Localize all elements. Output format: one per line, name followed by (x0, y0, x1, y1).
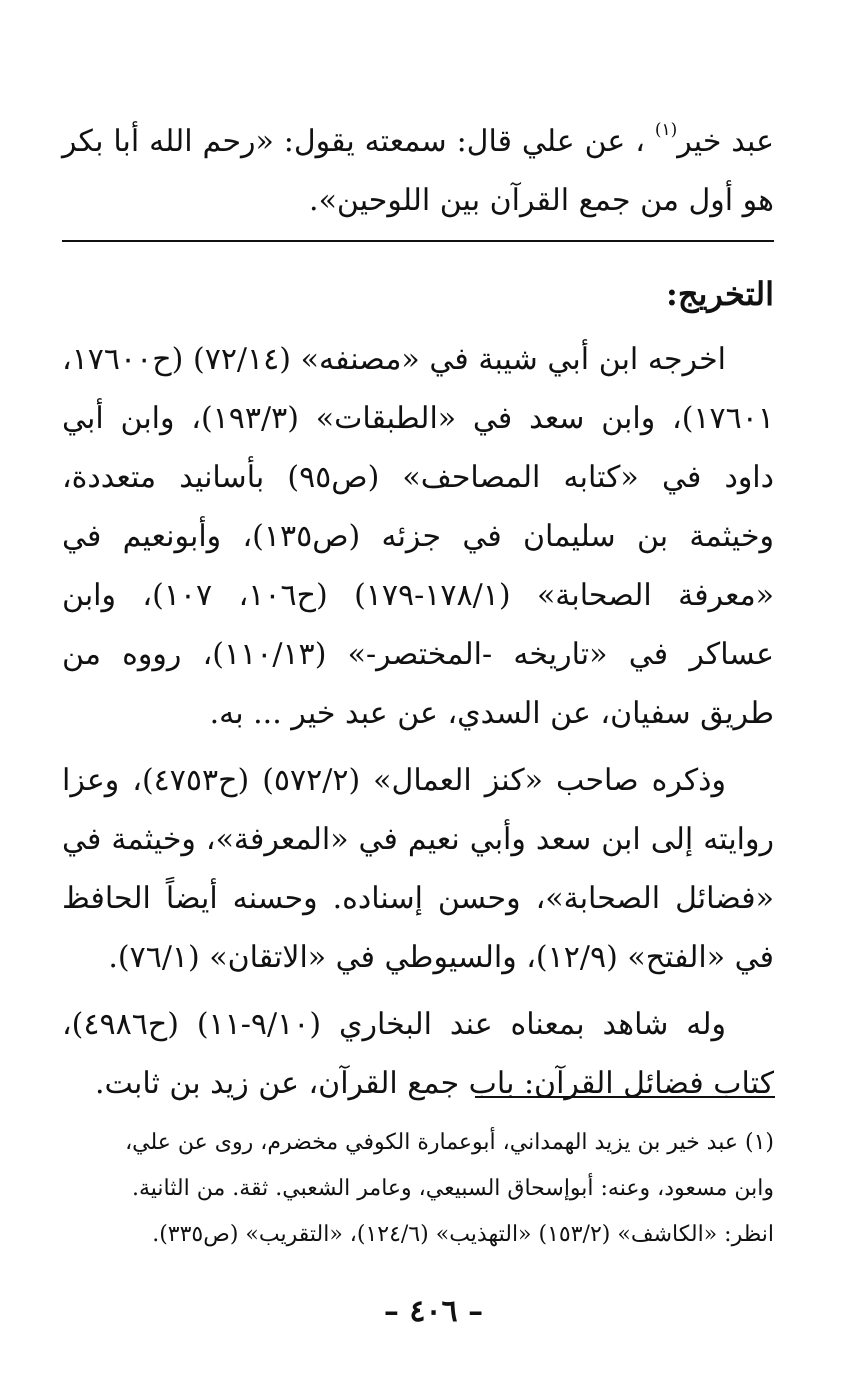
footnote-line-2: وابن مسعود، وعنه: أبوإسحاق السبيعي، وعامر الشعبي. ثقة. من الثانية. (132, 1176, 774, 1201)
paragraph-3: وله شاهد بمعناه عند البخاري (٩/١٠-١١) (ح٤٩٨٦)، كتاب فضائل القرآن: باب جمع القرآن، عن زيد بن ثابت. (62, 1007, 774, 1101)
intro-text-start: عبد خير (677, 124, 775, 159)
section-divider (62, 240, 774, 242)
footnote-reference[interactable]: (١) (654, 120, 678, 140)
paragraph-1: اخرجه ابن أبي شيبة في «مصنفه» (٧٢/١٤) (ح١٧٦٠٠، ١٧٦٠١)، وابن سعد في «الطبقات» (١٩٣/٣)، وابن أبي داود في «كتابه المصاحف» (ص٩٥) بأسانيد متعددة، وخيثمة بن سليمان في جزئه (ص١٣٥)، وأبونعيم في «معرفة الصحابة» (١٧٨/١-١٧٩) (ح١٠٦، ١٠٧)، وابن عساكر في «تاريخه -المختصر-» (١١٠/١٣)، رووه من طريق سفيان، عن السدي، عن عبد خير ... به. (62, 342, 775, 731)
page-number: – ٤٠٦ – (383, 1294, 484, 1329)
footnote-divider (475, 1096, 775, 1098)
intro-paragraph (62, 112, 774, 230)
footnote-line-3: انظر: «الكاشف» (١٥٣/٢) «التهذيب» (١٢٤/٦)، «التقريب» (ص٣٣٥). (152, 1222, 774, 1247)
footnote (62, 1120, 774, 1258)
section-heading: التخريج: (666, 275, 774, 313)
main-text (62, 112, 774, 1121)
paragraph-2: وذكره صاحب «كنز العمال» (٥٧٢/٢) (ح٤٧٥٣)، وعزا روايته إلى ابن سعد وأبي نعيم في «المعرفة»، وخيثمة في «فضائل الصحابة»، وحسن إسناده. وحسنه أيضاً الحافظ في «الفتح» (١٢/٩)، والسيوطي في «الاتقان» (٧٦/١). (62, 763, 774, 975)
footnote-line-1: (١) عبد خير بن يزيد الهمداني، أبوعمارة الكوفي مخضرم، روى عن علي، (125, 1130, 774, 1155)
intro-text-end: ، عن علي قال: سمعته يقول: «رحم الله أبا بكر هو أول من جمع القرآن بين اللوحين». (62, 124, 774, 218)
